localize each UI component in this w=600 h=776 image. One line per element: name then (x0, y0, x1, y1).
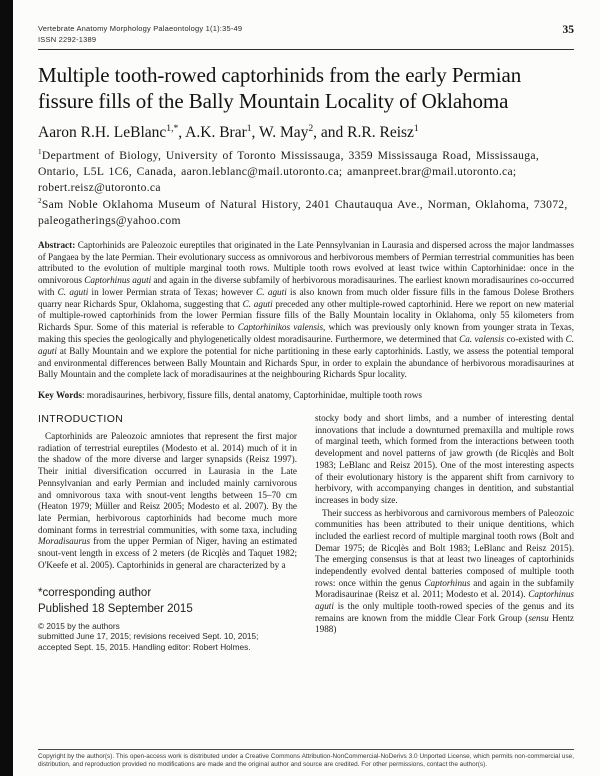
introduction-paragraph-right-1: stocky body and short limbs, and a number of interesting dental innovations that include a downturned premaxilla and multiple rows of marginal teeth, which formed from the interactions between tooth development and novel patterns of jaw growth (de Ricqlès and Bolt 1983; LeBlanc and Reisz 2015). One of the most interesting aspects of their evolutionary history is the apparent shift from carnivory to herbivory, with accompanying changes in dentition, and substantial increases in body size. (315, 413, 574, 505)
introduction-heading: INTRODUCTION (38, 413, 124, 426)
binding-edge-bar (0, 0, 13, 776)
journal-citation-line: Vertebrate Anatomy Morphology Palaeontology 1(1):35-49 (38, 24, 243, 33)
page-number: 35 (562, 24, 574, 36)
article-title: Multiple tooth-rowed captorhinids from the early Permian fissure fills of the Bally Mountain Locality of Oklahoma (38, 63, 522, 114)
affiliation-2: $^2$Sam Noble Oklahoma Museum of Natural History, 2401 Chautauqua Ave., Norman, Oklahoma, 73072, paleogatherings@yahoo.com (38, 197, 568, 228)
introduction-paragraph-right-2: Their success as herbivorous and carnivorous members of Paleozoic communities has been attributed to their unique dentitions, which included the earliest record of multiple marginal tooth rows (Bolt and Demar 1975; de Ricqlès and Bolt 1983; LeBlanc and Reisz 2015). The emerging consensus is that at least two lineages of captorhinids independently evolved dental batteries composed of multiple tooth rows: once within the genus Captorhinus and again in the subfamily Moradisaurinae (Reisz et al. 2011; Modesto et al. 2014). Captorhinus aguti is the only multiple tooth-rowed species of the genus and its remains are known from the middle Clear Fork Group (sensu Hentz 1988) (315, 507, 574, 635)
affiliations (38, 148, 574, 229)
page-content (38, 0, 574, 653)
license-footer: Copyright by the author(s). This open-access work is distributed under a Creative Commons Attribution-NonCommercial-NoDerivs 3.0 Unported License, which permits non-commercial use, distribution, and reproduction provided no modifications are made and the original author and source are credited. For other permissions, contact the author(s). (38, 749, 574, 770)
accepted-editor-line: accepted Sept. 15, 2015. Handling editor: Robert Holmes. (38, 642, 251, 653)
left-column (38, 413, 297, 653)
submitted-revisions-line: submitted June 17, 2015; revisions received Sept. 10, 2015; (38, 631, 259, 642)
issn-line: ISSN 2292-1389 (38, 34, 97, 44)
keywords-line: Key Words: moradisaurines, herbivory, fissure fills, dental anatomy, Captorhinidae, multiple tooth rows (38, 390, 422, 401)
authors-line: Aaron R.H. LeBlanc$^{1,*}$, A.K. Brar$^1$, W. May$^2$, and R.R. Reisz$^1$ (38, 122, 419, 142)
page-header (38, 0, 574, 45)
corresponding-author-note: *corresponding author (38, 587, 152, 600)
introduction-paragraph-left: Captorhinids are Paleozoic amniotes that represent the first major radiation of terrestrial eureptiles (Modesto et al. 2014) much of it in the shadow of the more diverse and larger synapsids (Reisz 1997). Their initial diversification occurred in Laurasia in the Late Pennsylvanian and early Permian and included mainly carnivorous and omnivorous taxa with snout-vent lengths between 15–70 cm (Heaton 1979; Müller and Reisz 2005; Modesto et al. 2007). By the late Permian, herbivorous captorhinids had become much more dominant forms in terrestrial communities, with some taxa, including Moradisaurus from the upper Permian of Niger, having an estimated snout-vent length in excess of 2 meters (de Ricqlès and Taquet 1982; O'Keefe et al. 2005). Captorhinids in general are characterized by a (38, 431, 297, 570)
header-rule (38, 49, 574, 50)
abstract-paragraph: Abstract: Captorhinids are Paleozoic eureptiles that originated in the Late Pennsylvanian in Laurasia and dispersed across the major landmasses of Pangaea by the late Permian. Their evolutionary success as omnivorous and herbivorous members of Permian terrestrial communities has been attributed to the evolution of multiple marginal tooth rows. Multiple tooth rows evolved at least twice within Captorhinidae: once in the omnivorous Captorhinus aguti and again in the diverse subfamily of herbivorous moradisaurines. The earliest known moradisaurines co-occurred with C. aguti in lower Permian strata of Texas; however C. aguti is also known from much older fissure fills in the famous Dolese Brothers quarry near Richards Spur, Oklahoma, suggesting that C. aguti preceded any other multiple-rowed captorhinid. Here we report on new material of multiple-rowed captorhinids from the lower Permian fissure fills of the Bally Mountain locality in Oklahoma, only 55 kilometers from Richards Spur. Some of this material is referable to Captorhinikos valensis, which was previously only known from younger strata in Texas, making this species the geologically and phylogenetically oldest moradisaurine. Furthermore, we determined that Ca. valensis co-existed with C. aguti at Bally Mountain and we explore the potential for niche partitioning in these early captorhinids. Lastly, we assess the potential temporal and environmental differences between Bally Mountain and Richards Spur, in order to explain the abundance of herbivorous moradisaurines at Bally Mountain and the complete lack of moradisaurines at the neighbouring Richards Spur locality. (38, 239, 575, 380)
copyright-by-authors-line: © 2015 by the authors (38, 620, 120, 631)
footnote-block (38, 585, 297, 653)
two-column-body (38, 413, 574, 653)
right-column (315, 413, 574, 653)
published-date-line: Published 18 September 2015 (38, 603, 193, 616)
journal-meta (38, 24, 242, 45)
affiliation-1: $^1$Department of Biology, University of Toronto Mississauga, 3359 Mississauga Road, Mississauga, Ontario, L5L 1C6, Canada, aaron.leblanc@mail.utoronto.ca; amanpreet.brar@mail.utoronto.ca; robert.reisz@utoronto.ca (38, 148, 540, 194)
